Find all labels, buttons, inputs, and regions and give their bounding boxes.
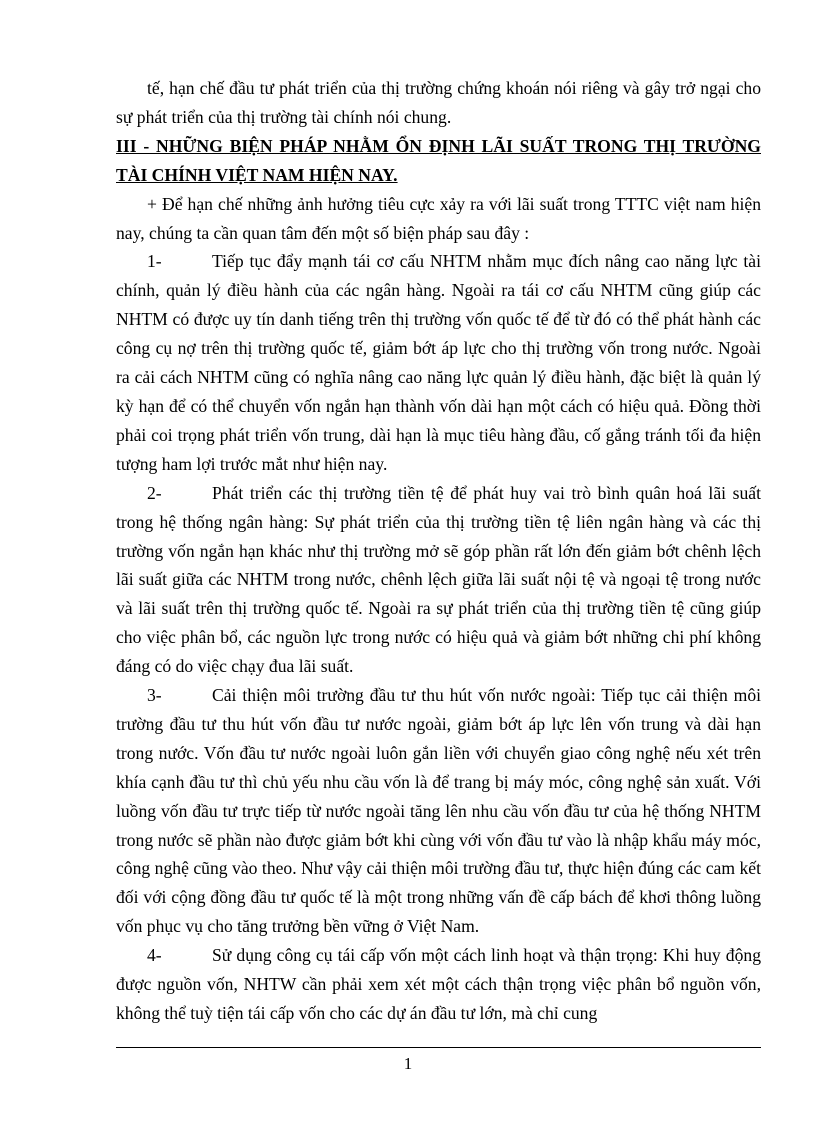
lead-paragraph: + Để hạn chế những ảnh hưởng tiêu cực xảy ra với lãi suất trong TTTC việt nam hiện nay, chúng ta cần quan tâm đến một số biện pháp sau đây :: [116, 193, 761, 243]
item-number: 1-: [147, 251, 162, 272]
list-item: [116, 247, 761, 478]
footer-divider: [116, 1047, 761, 1048]
list-item: [116, 681, 761, 941]
intro-continuation: tế, hạn chế đầu tư phát triển của thị trường chứng khoán nói riêng và gây trở ngại cho sự phát triển của thị trường tài chính nói chung.: [116, 78, 761, 127]
document-page: [116, 74, 761, 1028]
item-number: 3-: [147, 685, 162, 706]
list-item: [116, 941, 761, 1028]
item-text: Sử dụng công cụ tái cấp vốn một cách linh hoạt và thận trọng: Khi huy động được nguồn vốn, NHTW cần phải xem xét một cách thận trọng việc phân bổ nguồn vốn, không thể tuỳ tiện tái cấp vốn cho các dự án đầu tư lớn, mà chỉ cung: [116, 945, 761, 1023]
list-item: [116, 479, 761, 681]
item-text: Tiếp tục đẩy mạnh tái cơ cấu NHTM nhằm mục đích nâng cao năng lực tài chính, quản lý điều hành của các ngân hàng. Ngoài ra tái cơ cấu NHTM cũng giúp các NHTM có được uy tín danh tiếng trên thị trường vốn quốc tế để từ đó có thể phát hành các công cụ nợ trên thị trường quốc tế, giảm bớt áp lực cho thị trường vốn trong nước. Ngoài ra cải cách NHTM cũng có nghĩa nâng cao năng lực quản lý điều hành, đặc biệt là quản lý kỳ hạn để có thể chuyển vốn ngắn hạn thành vốn dài hạn một cách có hiệu quả. Đồng thời phải coi trọng phát triển vốn trung, dài hạn là mục tiêu hàng đầu, cố gắng tránh tối đa hiện tượng ham lợi trước mắt như hiện nay.: [116, 251, 761, 474]
item-text: Phát triển các thị trường tiền tệ để phát huy vai trò bình quân hoá lãi suất trong hệ thống ngân hàng: Sự phát triển của thị trường tiền tệ liên ngân hàng và các thị trường vốn ngắn hạn khác như thị trường mở sẽ góp phần rất lớn đến giảm bớt chênh lệch lãi suất giữa các NHTM trong nước, chênh lệch giữa lãi suất nội tệ và ngoại tệ trong nước và lãi suất trên thị trường quốc tế. Ngoài ra sự phát triển của thị trường tiền tệ cũng giúp cho việc phân bổ, các nguồn lực trong nước có hiệu quả và giảm bớt những chi phí không đáng có do việc chạy đua lãi suất.: [116, 482, 761, 677]
item-number: 4-: [147, 945, 162, 966]
item-text: Cải thiện môi trường đầu tư thu hút vốn nước ngoài: Tiếp tục cải thiện môi trường đầu tư thu hút vốn đầu tư nước ngoài, giảm bớt áp lực lên vốn trung và dài hạn trong nước. Vốn đầu tư nước ngoài luôn gắn liền với chuyển giao công nghệ nếu xét trên khía cạnh đầu tư thì chủ yếu nhu cầu vốn là để trang bị máy móc, công nghệ sản xuất. Với luồng vốn đầu tư trực tiếp từ nước ngoài tăng lên nhu cầu vốn đầu tư của hệ thống NHTM trong nước sẽ phần nào được giảm bớt khi cùng với vốn đầu tư vào là nhập khẩu máy móc, công nghệ cũng vào theo. Như vậy cải thiện môi trường đầu tư, thực hiện đúng các cam kết đối với cộng đồng đầu tư quốc tế là một trong những vấn đề cấp bách để khơi thông luồng vốn phục vụ cho tăng trưởng bền vững ở Việt Nam.: [116, 685, 761, 937]
item-number: 2-: [147, 482, 162, 503]
page-number: 1: [403, 1054, 413, 1073]
section-heading: III - NHỮNG BIỆN PHÁP NHẰM ỔN ĐỊNH LÃI SUẤT TRONG THỊ TRƯỜNG TÀI CHÍNH VIỆT NAM HIỆN NAY.: [116, 135, 761, 185]
